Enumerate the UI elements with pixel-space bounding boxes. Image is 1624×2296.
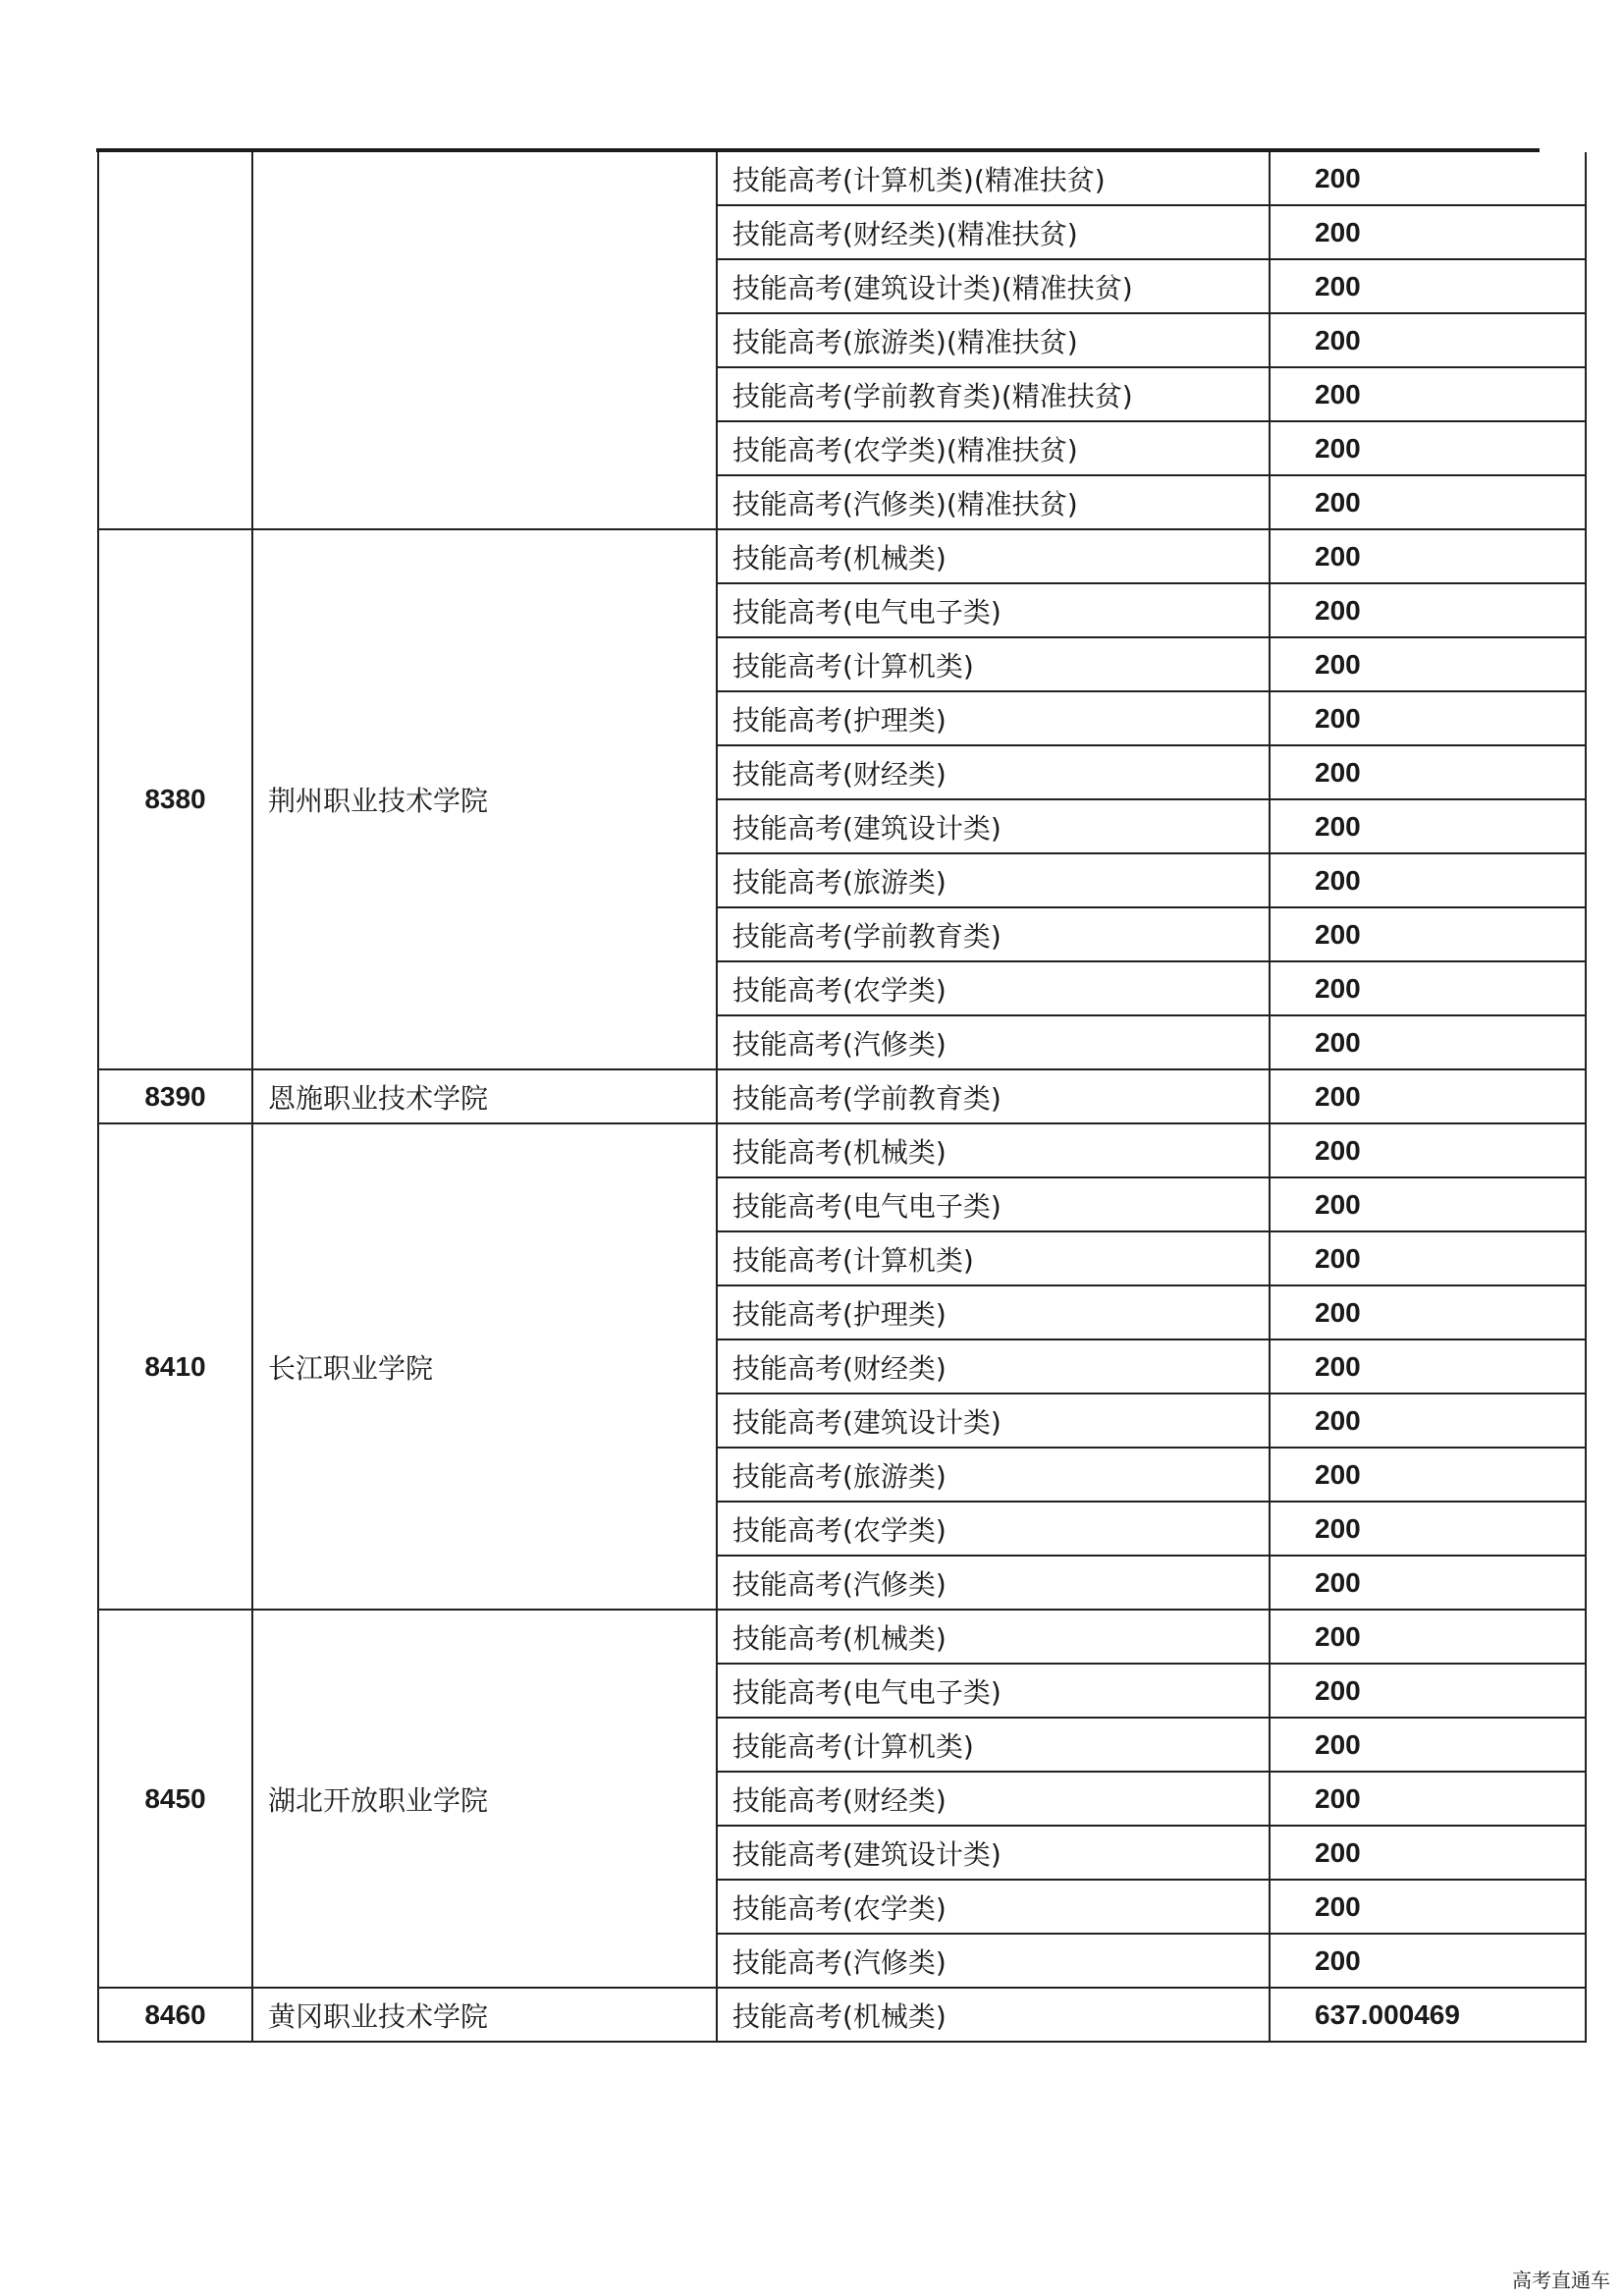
school-name-cell: 湖北开放职业学院 [252,1610,717,1988]
min-score-cell: 200 [1270,259,1586,313]
min-score-cell: 200 [1270,1015,1586,1069]
min-score-cell: 200 [1270,853,1586,907]
major-category-cell: 技能高考(财经类) [717,1339,1270,1394]
table-row [98,152,1586,205]
major-category-cell: 技能高考(机械类) [717,529,1270,583]
table-row [98,1123,1586,1177]
min-score-cell: 200 [1270,745,1586,799]
footer-brand: 高考直通车 [1512,2269,1610,2292]
major-category-cell: 技能高考(计算机类) [717,1231,1270,1285]
major-category-cell: 技能高考(护理类) [717,1285,1270,1339]
major-category-cell: 技能高考(学前教育类) [717,907,1270,961]
major-category-cell: 技能高考(机械类) [717,1123,1270,1177]
min-score-cell: 200 [1270,1339,1586,1394]
school-code-cell: 8450 [98,1610,252,1988]
min-score-cell: 200 [1270,1177,1586,1231]
school-name-cell: 荆州职业技术学院 [252,529,717,1069]
table-row [98,529,1586,583]
major-category-cell: 技能高考(计算机类) [717,637,1270,691]
min-score-cell: 200 [1270,1394,1586,1448]
min-score-cell: 200 [1270,1231,1586,1285]
major-category-cell: 技能高考(学前教育类)(精准扶贫) [717,367,1270,421]
major-category-cell: 技能高考(电气电子类) [717,583,1270,637]
major-category-cell: 技能高考(建筑设计类) [717,799,1270,853]
min-score-cell: 200 [1270,475,1586,529]
major-category-cell: 技能高考(电气电子类) [717,1177,1270,1231]
major-category-cell: 技能高考(汽修类)(精准扶贫) [717,475,1270,529]
major-category-cell: 技能高考(计算机类) [717,1718,1270,1772]
school-code-cell [98,152,252,529]
school-name-cell [252,152,717,529]
min-score-cell: 637.000469 [1270,1988,1586,2042]
min-score-cell: 200 [1270,1285,1586,1339]
school-code-cell: 8460 [98,1988,252,2042]
min-score-cell: 200 [1270,313,1586,367]
major-category-cell: 技能高考(计算机类)(精准扶贫) [717,152,1270,205]
major-category-cell: 技能高考(农学类) [717,961,1270,1015]
min-score-cell: 200 [1270,1502,1586,1556]
major-category-cell: 技能高考(财经类) [717,745,1270,799]
min-score-cell: 200 [1270,637,1586,691]
admission-score-table [97,152,1587,2043]
major-category-cell: 技能高考(建筑设计类) [717,1394,1270,1448]
min-score-cell: 200 [1270,1880,1586,1934]
min-score-cell: 200 [1270,961,1586,1015]
min-score-cell: 200 [1270,205,1586,259]
major-category-cell: 技能高考(旅游类) [717,853,1270,907]
min-score-cell: 200 [1270,1069,1586,1123]
major-category-cell: 技能高考(建筑设计类) [717,1826,1270,1880]
min-score-cell: 200 [1270,367,1586,421]
min-score-cell: 200 [1270,1772,1586,1826]
major-category-cell: 技能高考(汽修类) [717,1556,1270,1610]
min-score-cell: 200 [1270,152,1586,205]
major-category-cell: 技能高考(机械类) [717,1610,1270,1664]
major-category-cell: 技能高考(电气电子类) [717,1664,1270,1718]
major-category-cell: 技能高考(农学类) [717,1502,1270,1556]
min-score-cell: 200 [1270,421,1586,475]
table-row [98,1988,1586,2042]
min-score-cell: 200 [1270,691,1586,745]
min-score-cell: 200 [1270,1718,1586,1772]
min-score-cell: 200 [1270,799,1586,853]
major-category-cell: 技能高考(护理类) [717,691,1270,745]
school-code-cell: 8390 [98,1069,252,1123]
school-code-cell: 8410 [98,1123,252,1610]
major-category-cell: 技能高考(汽修类) [717,1934,1270,1988]
school-name-cell: 恩施职业技术学院 [252,1069,717,1123]
major-category-cell: 技能高考(学前教育类) [717,1069,1270,1123]
min-score-cell: 200 [1270,1934,1586,1988]
major-category-cell: 技能高考(农学类) [717,1880,1270,1934]
major-category-cell: 技能高考(旅游类) [717,1448,1270,1502]
school-code-cell: 8380 [98,529,252,1069]
table-body [98,152,1586,2042]
min-score-cell: 200 [1270,907,1586,961]
major-category-cell: 技能高考(农学类)(精准扶贫) [717,421,1270,475]
min-score-cell: 200 [1270,1610,1586,1664]
min-score-cell: 200 [1270,1448,1586,1502]
min-score-cell: 200 [1270,1664,1586,1718]
school-name-cell: 长江职业学院 [252,1123,717,1610]
min-score-cell: 200 [1270,583,1586,637]
min-score-cell: 200 [1270,1826,1586,1880]
major-category-cell: 技能高考(机械类) [717,1988,1270,2042]
min-score-cell: 200 [1270,1556,1586,1610]
major-category-cell: 技能高考(旅游类)(精准扶贫) [717,313,1270,367]
major-category-cell: 技能高考(汽修类) [717,1015,1270,1069]
major-category-cell: 技能高考(建筑设计类)(精准扶贫) [717,259,1270,313]
table-row [98,1610,1586,1664]
min-score-cell: 200 [1270,1123,1586,1177]
major-category-cell: 技能高考(财经类) [717,1772,1270,1826]
table-row [98,1069,1586,1123]
min-score-cell: 200 [1270,529,1586,583]
school-name-cell: 黄冈职业技术学院 [252,1988,717,2042]
major-category-cell: 技能高考(财经类)(精准扶贫) [717,205,1270,259]
